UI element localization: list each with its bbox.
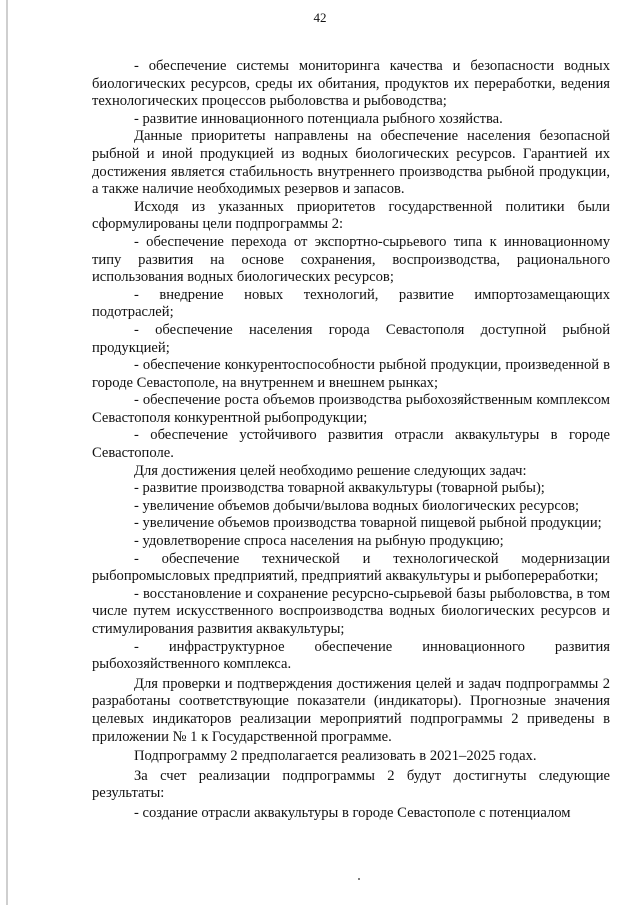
paragraph: - обеспечение устойчивого развития отрасли аквакультуры в городе Севастополе. (92, 427, 610, 462)
paragraph: Данные приоритеты направлены на обеспечение населения безопасной рыбной и иной продукцией из водных биологических ресурсов. Гарантией их достижения является стабильность внутреннего производства рыбной продукции, а также наличие необходимых резервов и запасов. (92, 128, 610, 198)
paragraph: За счет реализации подпрограммы 2 будут достигнуты следующие результаты: (92, 767, 610, 802)
paragraph: - восстановление и сохранение ресурсно-сырьевой базы рыболовства, в том числе путем искусственного воспроизводства водных биологических ресурсов и стимулирования развития аквакультуры; (92, 585, 610, 637)
paragraph: - развитие инновационного потенциала рыбного хозяйства. (134, 110, 503, 127)
paragraph: - обеспечение роста объемов производства рыбохозяйственным комплексом Севастополя конкурентной рыбопродукции; (92, 392, 610, 426)
scan-speck (358, 878, 360, 880)
paragraph: - внедрение новых технологий, развитие импортозамещающих подотраслей; (92, 286, 610, 321)
paragraph: - удовлетворение спроса населения на рыбную продукцию; (134, 533, 504, 550)
paragraph: Подпрограмму 2 предполагается реализовать в 2021–2025 годах. (134, 748, 537, 765)
paragraph: - обеспечение конкурентоспособности рыбной продукции, произведенной в городе Севастополе, на внутреннем и внешнем рынках; (92, 357, 610, 391)
paragraph: - инфраструктурное обеспечение инновационного развития рыбохозяйственного комплекса. (92, 638, 610, 673)
paragraph: - увеличение объемов производства товарной пищевой рыбной продукции; (134, 515, 602, 532)
paragraph: Для достижения целей необходимо решение следующих задач: (134, 462, 527, 479)
body-text (92, 58, 610, 823)
paragraph: - обеспечение населения города Севастополя доступной рыбной продукцией; (92, 321, 610, 356)
paragraph: - обеспечение технической и технологической модернизации рыбопромысловых предприятий, предприятий аквакультуры и рыбопереработки; (92, 550, 610, 585)
paragraph: - обеспечение системы мониторинга качества и безопасности водных биологических ресурсов, среды их обитания, продуктов их переработки, ведения технологических процессов рыболовства и рыбоводства; (92, 58, 610, 110)
paragraph: - создание отрасли аквакультуры в городе Севастополе с потенциалом (134, 804, 571, 821)
paragraph: - увеличение объемов добычи/вылова водных биологических ресурсов; (134, 497, 580, 514)
paragraph: - обеспечение перехода от экспортно-сырьевого типа к инновационному типу развития на основе сохранения, воспроизводства, рационального использования водных биологических ресурсов; (92, 233, 610, 286)
paragraph: Исходя из указанных приоритетов государственной политики были сформулированы цели подпрограммы 2: (92, 198, 610, 233)
paragraph: Для проверки и подтверждения достижения целей и задач подпрограммы 2 разработаны соответствующие показатели (индикаторы). Прогнозные значения целевых индикаторов реализации мероприятий подпрограммы 2 приведены в приложении № 1 к Государственной программе. (92, 675, 610, 745)
page-number: 42 (313, 10, 327, 25)
scan-edge-line (6, 0, 8, 905)
paragraph: - развитие производства товарной аквакультуры (товарной рыбы); (134, 480, 545, 497)
